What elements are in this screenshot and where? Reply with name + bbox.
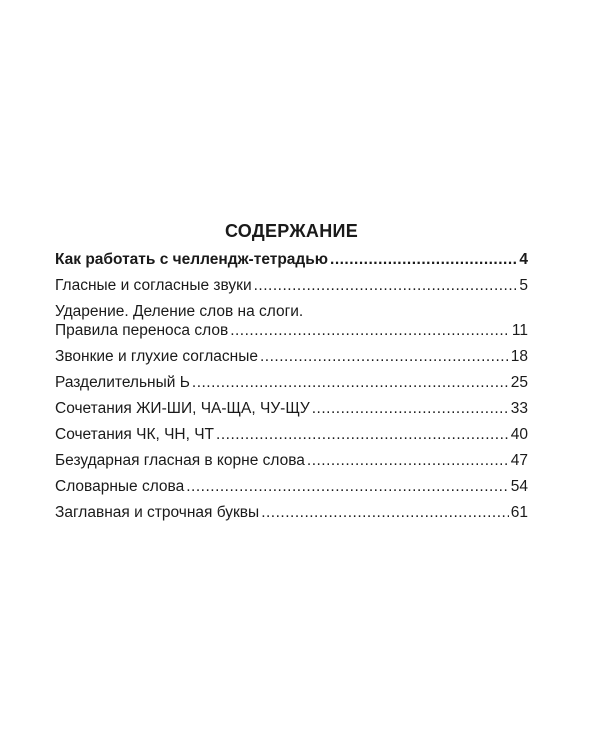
toc-entry-page: 18 — [510, 348, 528, 365]
toc-heading: СОДЕРЖАНИЕ — [224, 221, 359, 241]
toc-entry-title: Словарные слова — [55, 478, 185, 495]
toc-entry-challenge-notebook[interactable] — [55, 250, 528, 269]
toc-entry-title: Правила переноса слов — [55, 322, 229, 339]
toc-entry-page: 54 — [510, 478, 528, 495]
dot-leader — [330, 250, 517, 269]
toc-entry-title: Безударная гласная в корне слова — [55, 452, 305, 469]
toc-entry-chk-chn-cht[interactable] — [55, 425, 528, 444]
toc-entry-title: Заглавная и строчная буквы — [55, 504, 260, 521]
toc-entry-title: Сочетания ЧК, ЧН, ЧТ — [55, 426, 215, 443]
dot-leader — [216, 425, 509, 444]
toc-entry-vowels-consonants[interactable] — [55, 276, 528, 295]
toc-entry-soft-sign[interactable] — [55, 373, 528, 392]
toc-entry-title: Гласные и согласные звуки — [55, 277, 252, 294]
table-of-contents — [55, 220, 528, 522]
toc-entry-page: 33 — [510, 400, 528, 417]
toc-entry-page: 40 — [510, 426, 528, 443]
toc-entry-unstressed-vowel[interactable] — [55, 451, 528, 470]
toc-entry-capital-letters[interactable] — [55, 503, 528, 522]
dot-leader — [230, 321, 510, 340]
dot-leader — [192, 373, 509, 392]
toc-entry-title: Разделительный Ь — [55, 374, 190, 391]
toc-entry-page: 5 — [519, 277, 528, 294]
toc-entry-page: 11 — [511, 322, 528, 339]
dot-leader — [307, 451, 509, 470]
dot-leader — [312, 399, 509, 418]
toc-entry-dictionary-words[interactable] — [55, 477, 528, 496]
toc-entry-stress-syllables[interactable] — [55, 302, 528, 340]
dot-leader — [260, 347, 509, 366]
toc-entry-page: 61 — [510, 504, 528, 521]
dot-leader — [261, 503, 509, 522]
toc-entry-title: Как работать с челлендж-тетрадью — [55, 251, 329, 268]
toc-entry-page: 4 — [519, 251, 528, 268]
toc-entry-title-line1: Ударение. Деление слов на слоги. — [55, 303, 304, 320]
dot-leader — [254, 276, 518, 295]
toc-entry-page: 47 — [510, 452, 528, 469]
toc-entry-title: Звонкие и глухие согласные — [55, 348, 258, 365]
toc-entry-title: Сочетания ЖИ-ШИ, ЧА-ЩА, ЧУ-ЩУ — [55, 400, 310, 417]
toc-entry-page: 25 — [510, 374, 528, 391]
toc-entry-zhi-shi[interactable] — [55, 399, 528, 418]
dot-leader — [186, 477, 509, 496]
toc-entry-voiced-voiceless[interactable] — [55, 347, 528, 366]
